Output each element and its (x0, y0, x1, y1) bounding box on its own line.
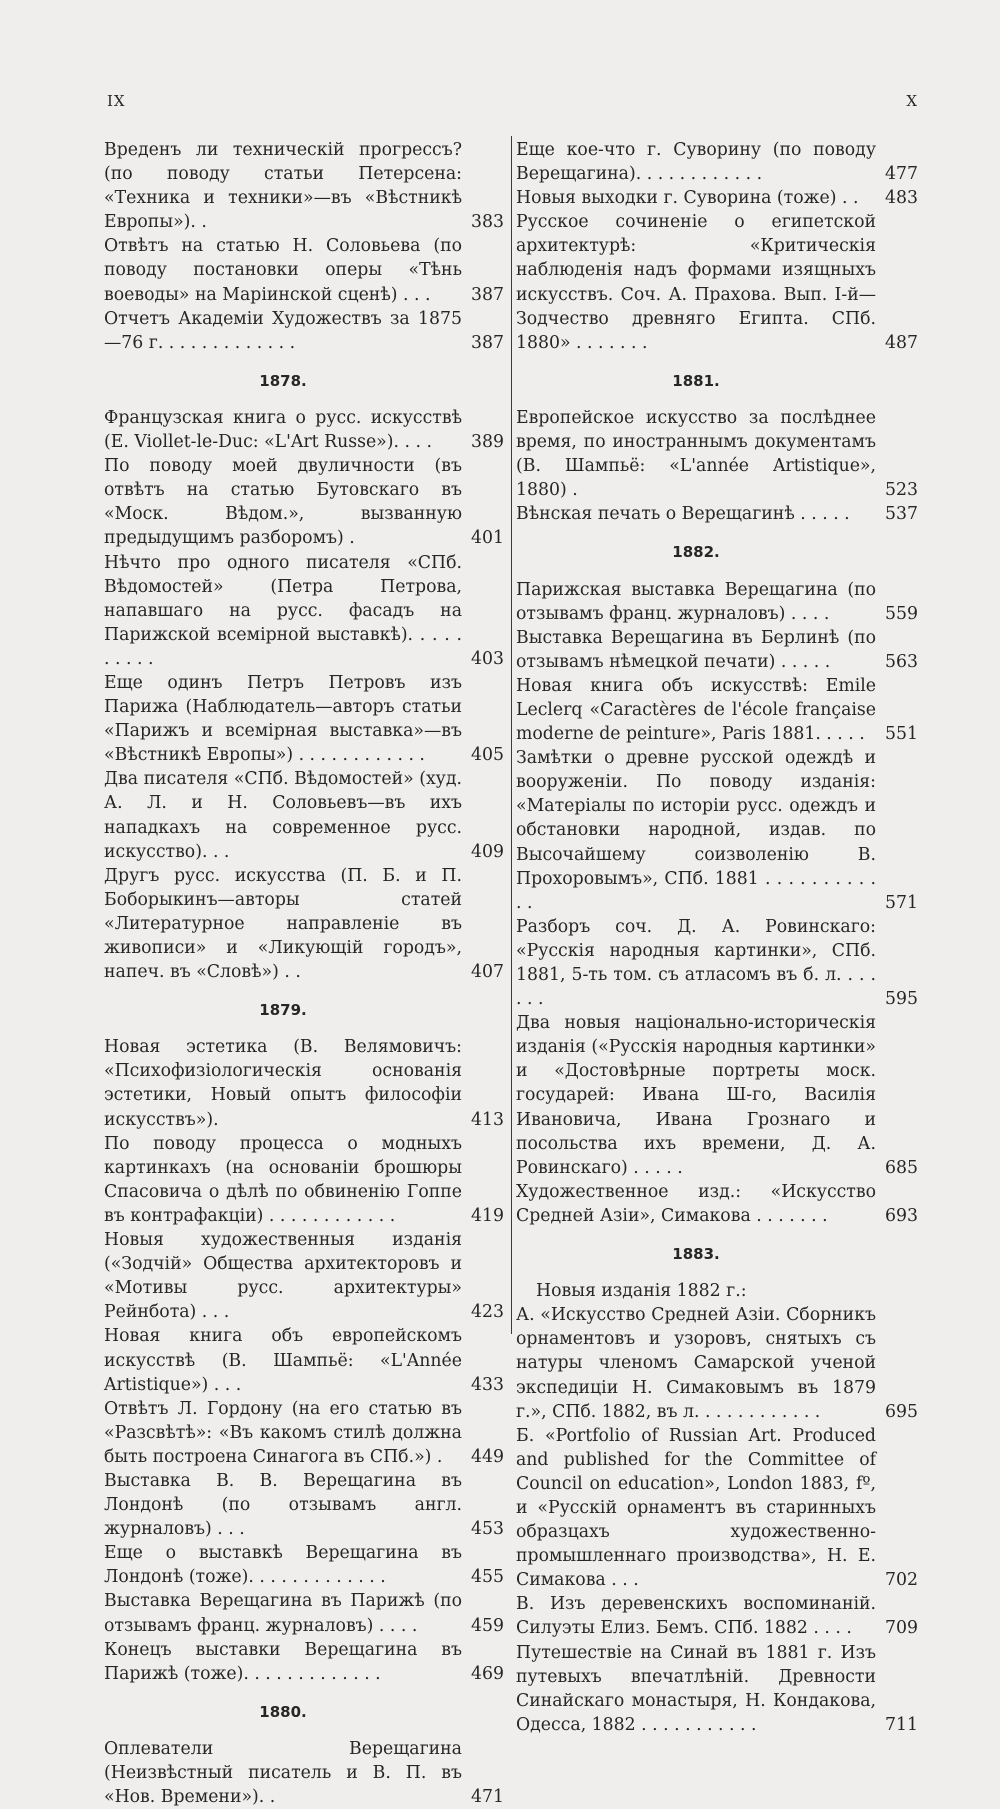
toc-entry (104, 1589, 504, 1637)
entry-title: Еще одинъ Петръ Петровъ изъ Парижа (Наблюдатель—авторъ статьи «Парижъ и всемірная выставка»—въ «Вѣстникѣ Европы») . . . . . . . . . . . . (104, 672, 462, 766)
entry-title: По поводу моей двуличности (въ отвѣтъ на статью Бутовскаго въ «Моск. Вѣдом.», вызванную предыдущимъ разборомъ) . (104, 456, 462, 549)
toc-entry (104, 671, 504, 767)
entry-page: 559 (885, 603, 918, 624)
entry-page: 702 (885, 1570, 918, 1591)
entry-page: 693 (885, 1205, 918, 1226)
toc-entry (104, 767, 504, 863)
toc-entry (516, 1641, 918, 1737)
subheading-new-editions: Новыя изданія 1882 г.: (536, 1281, 747, 1302)
toc-entry (516, 1424, 918, 1593)
entry-title: Выставка Верещагина въ Парижѣ (по отзывамъ франц. журналовъ) . . . . (104, 1591, 462, 1636)
entry-title: Оплеватели Верещагина (Неизвѣстный писатель и В. П. въ «Нов. Времени»). . (104, 1738, 462, 1808)
entry-title: Новыя выходки г. Суворина (тоже) . . (516, 188, 859, 209)
toc-entry (104, 138, 504, 234)
year-heading-1881: 1881. (672, 371, 720, 390)
entry-page: 537 (885, 504, 918, 525)
entry-page: 523 (885, 480, 918, 501)
entry-page: 695 (885, 1401, 918, 1422)
entry-page: 471 (471, 1787, 504, 1808)
entry-title: Еще о выставкѣ Верещагина въ Лондонѣ (тоже). . . . . . . . . . . . . (104, 1543, 462, 1588)
right-column (516, 138, 918, 1737)
entry-title: Художественное изд.: «Искусство Средней Азіи», Симакова . . . . . . . (516, 1181, 876, 1226)
entry-page: 477 (885, 164, 918, 185)
entry-page: 459 (471, 1615, 504, 1636)
entry-title: Парижская выставка Верещагина (по отзывамъ франц. журналовъ) . . . . (516, 579, 876, 624)
entry-page: 455 (471, 1567, 504, 1588)
toc-entry (104, 1737, 504, 1809)
entry-title: Выставка В. В. Верещагина въ Лондонѣ (по отзывамъ англ. журналовъ) . . . (104, 1470, 462, 1540)
entry-page: 563 (885, 651, 918, 672)
toc-entry (104, 454, 504, 550)
entry-title: Новыя художественныя изданія («Зодчій» Общества архитекторовъ и «Мотивы русс. архитектуры» Рейнбота) . . . (104, 1230, 462, 1323)
entry-page: 469 (471, 1663, 504, 1684)
column-divider (511, 136, 512, 1334)
entry-title: Новая книга объ европейскомъ искусствѣ (В. Шампьё: «L'Année Artistique») . . . (104, 1326, 462, 1395)
toc-entry (516, 1011, 918, 1180)
entry-title: Замѣтки о древне русской одеждѣ и вооруженіи. По поводу изданія: «Матеріалы по исторіи русс. одеждъ и обстановки народной, издав. по Высочайшему соизволенію В. Прохоровымъ», СПб. 1881 . . . . . . . . . . . . (516, 748, 876, 913)
entry-title: Б. «Portfolio of Russian Art. Produced and published for the Committee of Council on education», London 1883, fº, и «Русскій орнаментъ въ старинныхъ образцахъ художественно-промышленнаго производства», Н. Е. Симакова . . . (516, 1425, 876, 1591)
entry-page: 487 (885, 332, 918, 353)
entry-page: 711 (885, 1714, 918, 1735)
entry-page: 419 (471, 1205, 504, 1226)
entry-page: 413 (471, 1109, 504, 1130)
toc-entry (104, 1469, 504, 1541)
entry-title: Выставка Верещагина въ Берлинѣ (по отзывамъ нѣмецкой печати) . . . . . (516, 627, 876, 672)
entry-page: 409 (471, 841, 504, 862)
year-heading-1879: 1879. (259, 1001, 307, 1020)
toc-entry (104, 307, 504, 355)
entry-title: Нѣчто про одного писателя «СПб. Вѣдомостей» (Петра Петрова, напавшаго на русс. фасадъ на Парижской всемірной выставкѣ). . . . . . . . . . (104, 552, 462, 669)
entry-title: Новая книга объ искусствѣ: Emile Leclerq «Caractères de l'école française moderne de peinture», Paris 1881. . . . . (516, 675, 876, 745)
toc-entry (516, 578, 918, 626)
entry-title: Вѣнская печать о Верещагинѣ . . . . . (516, 504, 850, 525)
toc-entry (516, 186, 918, 210)
entry-page: 407 (471, 962, 504, 983)
entry-title: По поводу процесса о модныхъ картинкахъ (на основаніи брошюры Спасовича о дѣлѣ по обвиненію Гоппе въ контрафакціи) . . . . . . . . . . . . (104, 1133, 462, 1226)
entry-title: В. Изъ деревенскихъ воспоминаній. Силуэты Елиз. Бемъ. СПб. 1882 . . . . (516, 1594, 876, 1639)
toc-entry (104, 551, 504, 671)
left-column (104, 138, 504, 1809)
toc-entry (516, 210, 918, 355)
entry-page: 449 (471, 1446, 504, 1467)
page-number-left: IX (107, 92, 126, 110)
entry-title: Отвѣтъ на статью Н. Соловьева (по поводу постановки оперы «Тѣнь воеводы» на Маріинской сценѣ) . . . (104, 236, 462, 305)
entry-page: 405 (471, 745, 504, 766)
entry-page: 551 (885, 724, 918, 745)
entry-title: Два писателя «СПб. Вѣдомостей» (худ. А. Л. и Н. Соловьевъ—въ ихъ нападкахъ на современное русс. искусство). . . (104, 769, 462, 862)
entry-title: Отчетъ Академіи Художествъ за 1875—76 г. . . . . . . . . . . . . (104, 308, 462, 353)
year-heading-1882: 1882. (672, 543, 720, 562)
entry-page: 709 (885, 1618, 918, 1639)
entry-page: 453 (471, 1519, 504, 1540)
entry-title: Новая эстетика (В. Велямовичъ: «Психофизіологическія основанія эстетики, Новый опытъ философіи искусствъ»). (104, 1037, 462, 1130)
entry-page: 387 (471, 284, 504, 305)
entry-page: 685 (885, 1157, 918, 1178)
entry-page: 483 (885, 188, 918, 209)
entry-title: А. «Искусство Средней Азіи. Сборникъ орнаментовъ и узоровъ, снятыхъ съ натуры членомъ Самарской ученой экспедиціи Н. Симаковымъ въ 1879 г.», СПб. 1882, въ л. . . . . . . . . . . . (516, 1305, 876, 1422)
toc-entry (104, 234, 504, 306)
toc-entry (516, 626, 918, 674)
entry-page: 403 (471, 648, 504, 669)
toc-entry (516, 138, 918, 186)
entry-title: Другъ русс. искусства (П. Б. и П. Боборыкинъ—авторы статей «Литературное направленіе въ живописи» и «Ликующій городъ», напеч. въ «Словѣ») . . (104, 865, 462, 983)
toc-entry (516, 502, 918, 526)
entry-title: Французская книга о русс. искусствѣ (E. Viollet-le-Duc: «L'Art Russe»). . . . (104, 407, 462, 453)
year-heading-1880: 1880. (259, 1702, 307, 1721)
toc-entry (104, 1324, 504, 1396)
entry-title: Отвѣтъ Л. Гордону (на его статью въ «Разсвѣтѣ»: «Въ какомъ стилѣ должна быть построена Синагога въ СПб.») . (104, 1398, 462, 1467)
toc-entry (516, 674, 918, 746)
entry-page: 433 (471, 1374, 504, 1395)
entry-title: Путешествіе на Синай въ 1881 г. Изъ путевыхъ впечатлѣній. Древности Синайскаго монастыря, Н. Кондакова, Одесса, 1882 . . . . . . . . . . . (516, 1642, 876, 1735)
toc-entry (516, 1180, 918, 1228)
entry-title: Разборъ соч. Д. А. Ровинскаго: «Русскія народныя картинки», СПб. 1881, 5-ть том. съ атласомъ въ б. л. . . . . . . (516, 916, 876, 1010)
entry-page: 383 (471, 212, 504, 233)
toc-entry (104, 1132, 504, 1228)
toc-entry (104, 864, 504, 984)
page-number-right: X (906, 92, 918, 110)
toc-entry (104, 1638, 504, 1686)
entry-page: 389 (471, 432, 504, 453)
toc-entry (516, 406, 918, 502)
year-heading-1878: 1878. (259, 371, 307, 390)
toc-entry (516, 915, 918, 1011)
entry-page: 401 (471, 528, 504, 549)
entry-title: Два новыя національно-историческія изданія («Русскія народныя картинки» и «Достовѣрные портреты моск. государей: Ивана Ш-го, Василія Ивановича, Ивана Грознаго и посольства ихъ времени, Д. А. Ровинскаго) . . . . . (516, 1013, 876, 1178)
toc-entry (104, 406, 504, 454)
entry-page: 595 (885, 989, 918, 1010)
entry-title: Русское сочиненіе о египетской архитектурѣ: «Критическія наблюденія надъ формами изящныхъ искусствъ. Соч. А. Прахова. Вып. I-й—Зодчество древняго Египта. СПб. 1880» . . . . . . . (516, 212, 876, 353)
toc-entry (516, 1303, 918, 1423)
entry-title: Еще кое-что г. Суворину (по поводу Верещагина). . . . . . . . . . . . (516, 140, 876, 185)
entry-page: 423 (471, 1302, 504, 1323)
entry-title: Европейское искусство за послѣднее время, по иностраннымъ документамъ (В. Шампьё: «L'année Artistique», 1880) . (516, 407, 876, 501)
toc-entry (104, 1228, 504, 1324)
entry-page: 387 (471, 332, 504, 353)
toc-entry (516, 746, 918, 915)
toc-entry (104, 1035, 504, 1131)
entry-page: 571 (885, 892, 918, 913)
toc-entry (516, 1592, 918, 1640)
entry-title: Вреденъ ли техническій прогрессъ? (по поводу статьи Петерсена: «Техника и техники»—въ «Вѣстникѣ Европы»). . (104, 140, 462, 233)
toc-entry (104, 1541, 504, 1589)
year-heading-1883: 1883. (672, 1245, 720, 1264)
entry-title: Конецъ выставки Верещагина въ Парижѣ (тоже). . . . . . . . . . . . . (104, 1639, 462, 1684)
